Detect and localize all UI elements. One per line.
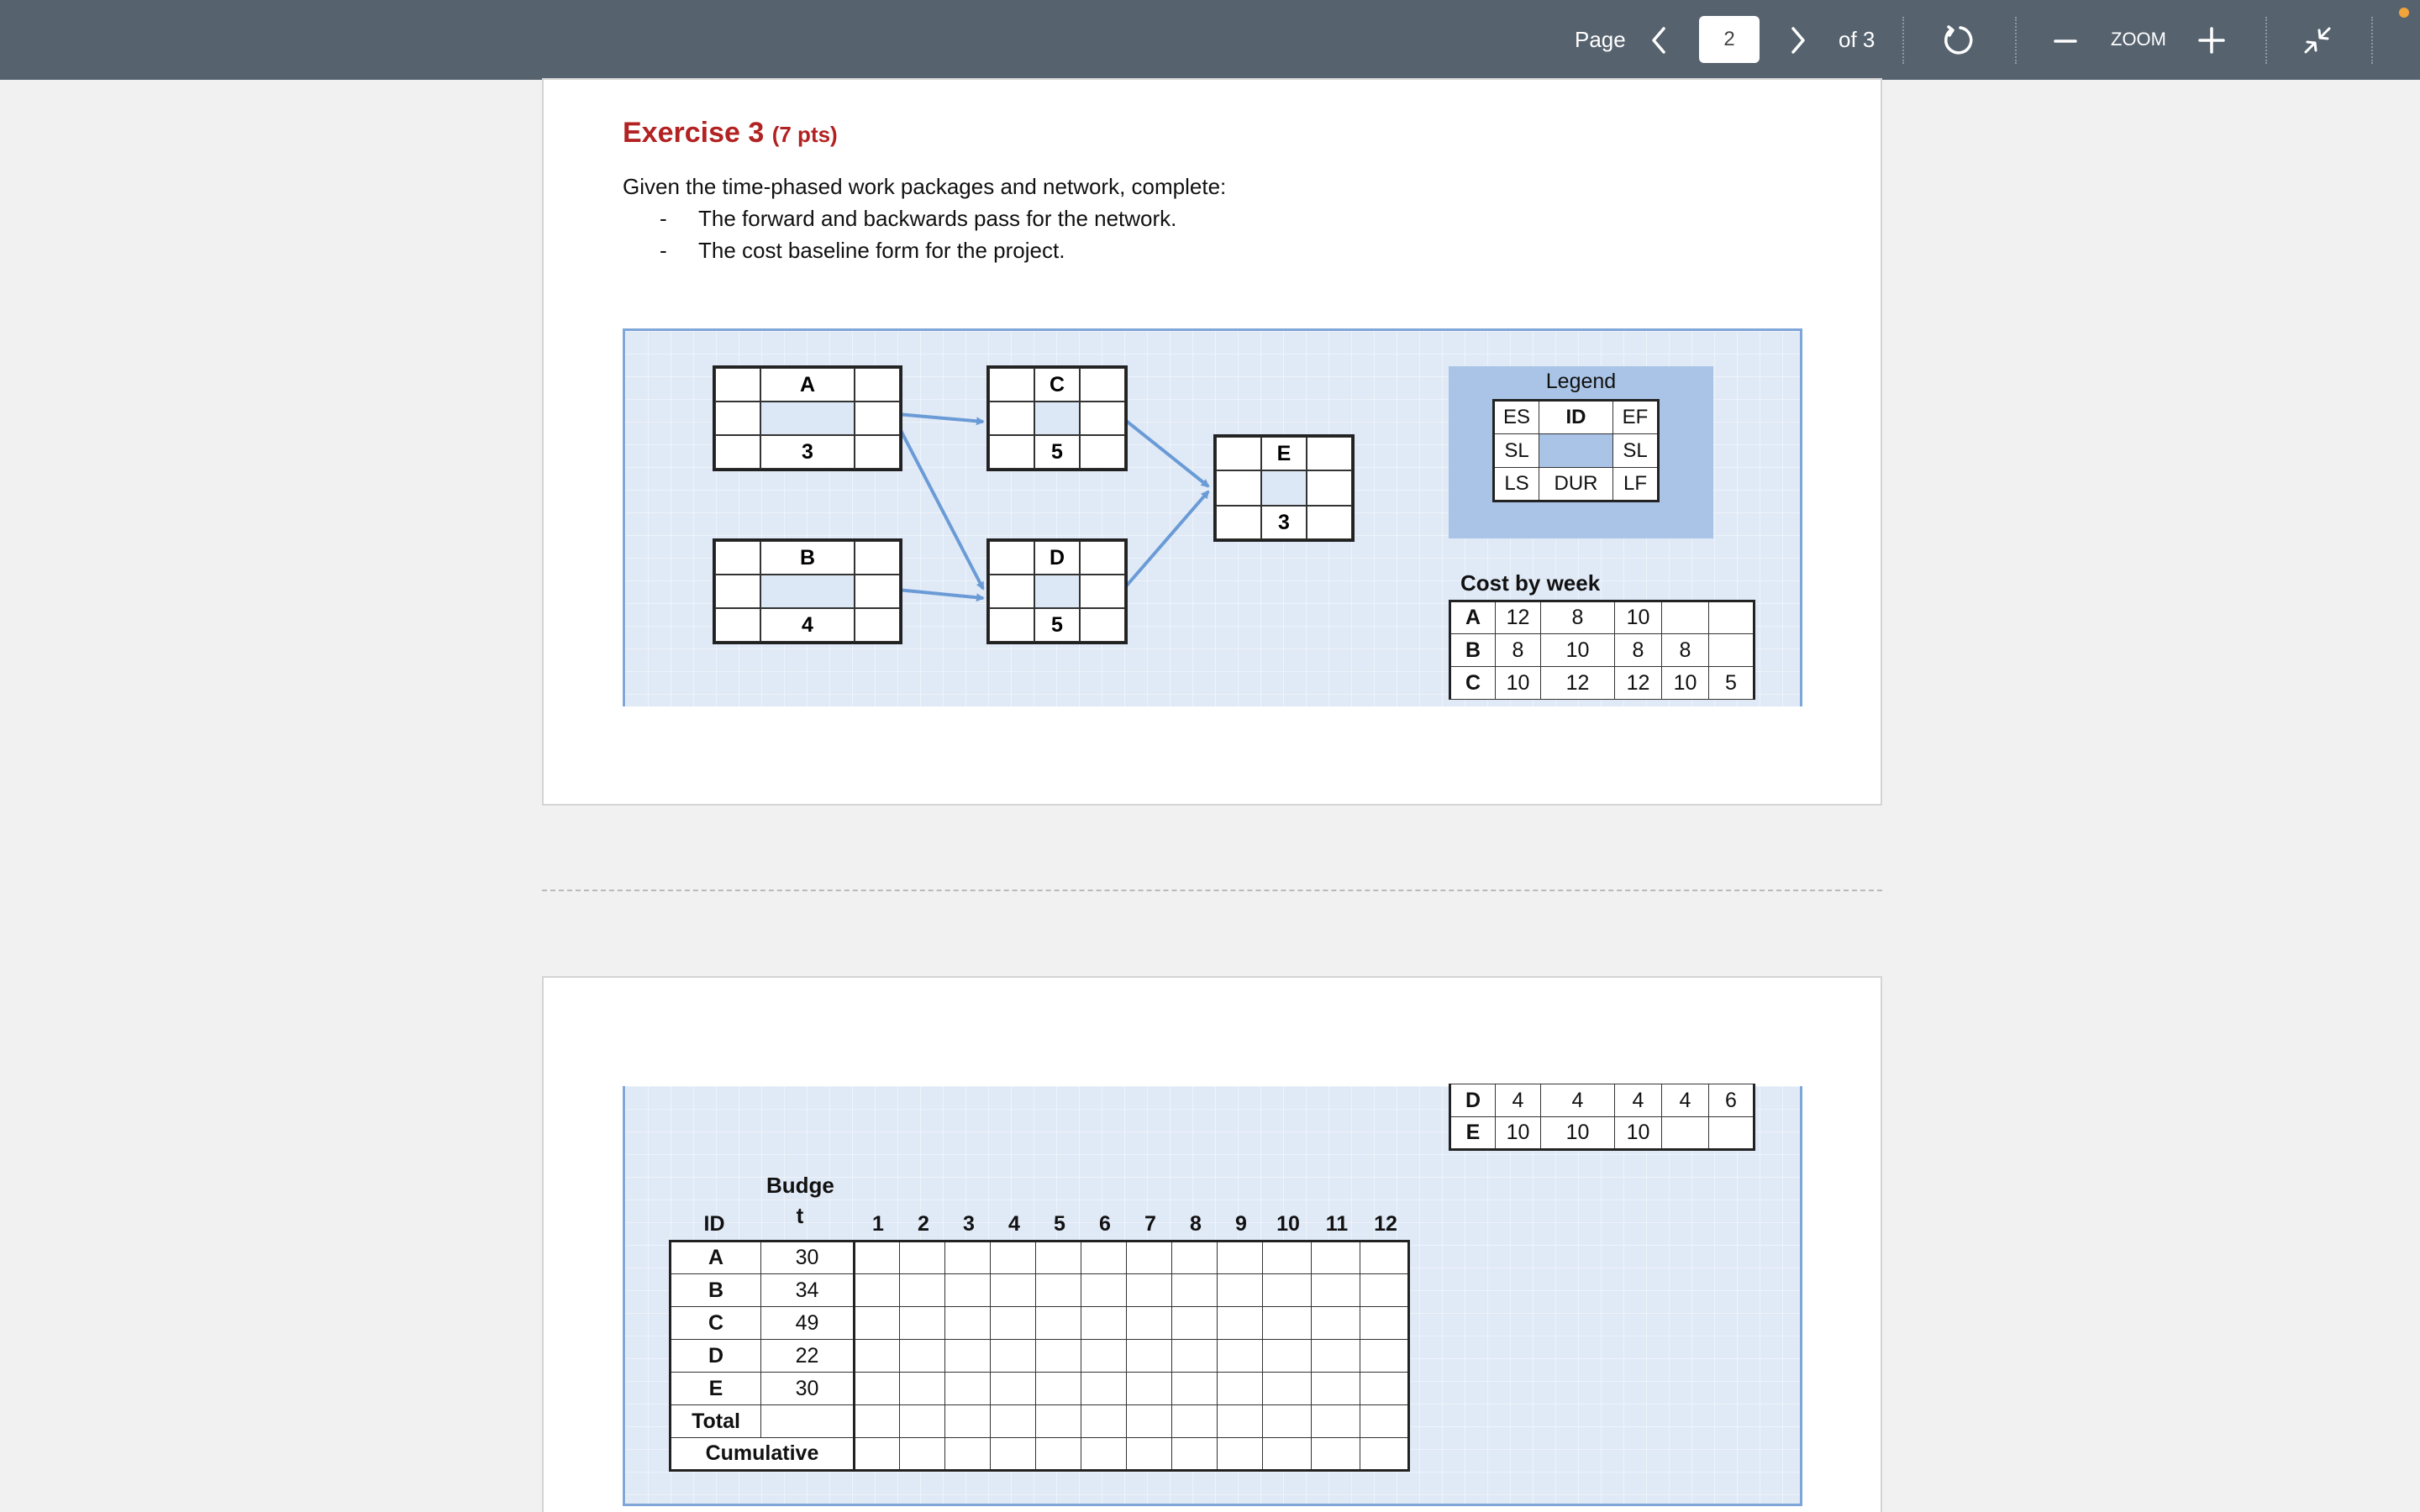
cost-by-week-table-continued (1449, 1084, 1755, 1151)
collapse-icon (2301, 24, 2334, 57)
budget-cell: 22 (761, 1340, 855, 1373)
list-dash: - (660, 206, 667, 231)
week-cost-cell[interactable] (991, 1373, 1036, 1405)
node-c (986, 365, 1128, 471)
row-id: E (671, 1373, 761, 1405)
week-header: 11 (1325, 1212, 1349, 1236)
cost-baseline-area (623, 1086, 1802, 1506)
next-page-button[interactable] (1773, 15, 1823, 66)
id-header: ID (703, 1212, 725, 1236)
node-d (986, 538, 1128, 644)
blank-cell (1034, 402, 1080, 435)
sl-cell[interactable] (989, 402, 1034, 435)
week-header: 3 (963, 1212, 975, 1236)
week-cost-cell[interactable] (1218, 1242, 1263, 1274)
list-dash: - (660, 238, 667, 263)
ls-cell[interactable] (715, 435, 760, 469)
week-cost-cell[interactable] (1036, 1340, 1081, 1373)
row-id: B (671, 1274, 761, 1307)
week-cost-cell[interactable] (1312, 1405, 1360, 1438)
cost-by-week-title: Cost by week (1460, 570, 1601, 596)
budget-header-line: Budge (766, 1173, 834, 1198)
table-row (1450, 634, 1754, 667)
cost-cell: 10 (1541, 1117, 1615, 1150)
week-cost-cell[interactable] (1263, 1405, 1312, 1438)
zoom-in-button[interactable] (2186, 15, 2237, 66)
week-cost-cell[interactable] (1218, 1340, 1263, 1373)
row-id: C (1450, 667, 1496, 700)
week-cost-cell[interactable] (1036, 1242, 1081, 1274)
table-row (1450, 667, 1754, 700)
arrow-c-e (1121, 417, 1208, 486)
row-id: E (1450, 1117, 1496, 1150)
week-cost-cell[interactable] (1172, 1373, 1218, 1405)
week-cost-cell[interactable] (855, 1307, 900, 1340)
arrow-a-d (894, 417, 983, 589)
week-cost-cell[interactable] (991, 1274, 1036, 1307)
legend-cell: ID (1539, 401, 1613, 434)
week-cost-cell[interactable] (1081, 1373, 1127, 1405)
week-cost-cell[interactable] (1218, 1307, 1263, 1340)
week-cost-cell[interactable] (1312, 1242, 1360, 1274)
week-cost-cell[interactable] (1172, 1242, 1218, 1274)
page-label: Page (1575, 27, 1626, 52)
legend-cell: DUR (1539, 468, 1613, 501)
row-id: A (1450, 601, 1496, 634)
week-cost-cell[interactable] (1081, 1242, 1127, 1274)
sl-cell[interactable] (1216, 470, 1261, 506)
cost-cell: 10 (1496, 667, 1541, 700)
dur-cell: 5 (1034, 608, 1080, 642)
exit-fullscreen-button[interactable] (2292, 15, 2343, 66)
week-cost-cell[interactable] (945, 1405, 991, 1438)
week-cost-cell[interactable] (945, 1274, 991, 1307)
exercise-points: (7 pts) (771, 122, 838, 147)
week-cost-cell[interactable] (1172, 1405, 1218, 1438)
cost-cell: 12 (1615, 667, 1662, 700)
legend-title: Legend (1545, 370, 1617, 393)
minus-icon (2053, 28, 2078, 53)
blank-cell (1034, 575, 1080, 608)
id-cell: A (760, 368, 855, 402)
cost-cell: 4 (1496, 1084, 1541, 1117)
table-row (671, 1373, 1409, 1405)
total-label: Total (671, 1405, 761, 1438)
dur-cell: 3 (1261, 506, 1307, 539)
ls-cell[interactable] (989, 608, 1034, 642)
week-cost-cell[interactable] (1263, 1307, 1312, 1340)
rotate-button[interactable] (1935, 15, 1986, 66)
row-id: B (1450, 634, 1496, 667)
cost-cell (1662, 601, 1709, 634)
week-cost-cell[interactable] (1263, 1373, 1312, 1405)
sl-cell[interactable] (1080, 402, 1125, 435)
chevron-right-icon (1786, 24, 1811, 57)
week-cost-cell[interactable] (1172, 1340, 1218, 1373)
week-cost-cell[interactable] (1127, 1405, 1172, 1438)
week-cost-cell[interactable] (945, 1373, 991, 1405)
ef-cell[interactable] (855, 368, 900, 402)
week-cost-cell[interactable] (945, 1438, 991, 1471)
total-row (671, 1405, 1409, 1438)
week-cost-cell[interactable] (1036, 1405, 1081, 1438)
table-row (1450, 1084, 1754, 1117)
id-cell: E (1261, 437, 1307, 470)
week-cost-cell[interactable] (1081, 1274, 1127, 1307)
row-id: D (1450, 1084, 1496, 1117)
ef-cell[interactable] (1080, 541, 1125, 575)
budget-cell (761, 1405, 855, 1438)
cost-cell: 5 (1709, 667, 1754, 700)
week-cost-cell[interactable] (1218, 1274, 1263, 1307)
week-cost-cell[interactable] (1081, 1307, 1127, 1340)
toolbar-separator (1902, 17, 1904, 64)
legend (1449, 366, 1713, 538)
lf-cell[interactable] (1080, 435, 1125, 469)
ef-cell[interactable] (1307, 437, 1352, 470)
legend-table (1492, 399, 1660, 502)
week-cost-cell[interactable] (1312, 1307, 1360, 1340)
week-cost-cell[interactable] (1036, 1438, 1081, 1471)
zoom-out-button[interactable] (2040, 15, 2091, 66)
week-cost-cell[interactable] (1127, 1307, 1172, 1340)
week-cost-cell[interactable] (1172, 1274, 1218, 1307)
week-cost-cell[interactable] (1360, 1438, 1409, 1471)
node-a (713, 365, 902, 471)
table-row (671, 1340, 1409, 1373)
dur-cell: 5 (1034, 435, 1080, 469)
previous-page-button[interactable] (1634, 15, 1684, 66)
week-cost-cell[interactable] (900, 1373, 945, 1405)
rotate-icon (1942, 22, 1979, 59)
week-cost-cell[interactable] (1360, 1307, 1409, 1340)
exercise-title (623, 117, 838, 150)
week-cost-cell[interactable] (945, 1242, 991, 1274)
week-cost-cell[interactable] (1360, 1405, 1409, 1438)
week-cost-cell[interactable] (1312, 1274, 1360, 1307)
week-cost-cell[interactable] (1127, 1274, 1172, 1307)
budget-cell: 30 (761, 1373, 855, 1405)
week-header: 10 (1276, 1212, 1300, 1236)
sl-cell[interactable] (1307, 470, 1352, 506)
row-id: C (671, 1307, 761, 1340)
week-header: 2 (918, 1212, 929, 1236)
week-cost-cell[interactable] (855, 1438, 900, 1471)
week-cost-cell[interactable] (1360, 1274, 1409, 1307)
pdf-page-3 (542, 976, 1882, 1512)
sl-cell[interactable] (715, 575, 760, 608)
budget-header-line: t (796, 1203, 804, 1228)
week-cost-cell[interactable] (1263, 1438, 1312, 1471)
es-cell[interactable] (715, 368, 760, 402)
week-cost-cell[interactable] (900, 1274, 945, 1307)
page-divider (542, 890, 1882, 891)
table-row (671, 1274, 1409, 1307)
week-cost-cell[interactable] (1312, 1340, 1360, 1373)
week-cost-cell[interactable] (900, 1307, 945, 1340)
week-cost-cell[interactable] (900, 1340, 945, 1373)
week-cost-cell[interactable] (1036, 1307, 1081, 1340)
cost-cell: 8 (1541, 601, 1615, 634)
week-cost-cell[interactable] (1312, 1373, 1360, 1405)
arrow-a-c (897, 414, 983, 422)
zoom-label: ZOOM (2111, 29, 2166, 50)
chevron-left-icon (1646, 24, 1671, 57)
lf-cell[interactable] (855, 435, 900, 469)
legend-cell: EF (1613, 401, 1659, 434)
week-cost-cell[interactable] (945, 1307, 991, 1340)
notification-dot (2399, 8, 2409, 18)
week-cost-cell[interactable] (991, 1405, 1036, 1438)
cost-baseline-table (669, 1240, 1410, 1472)
cost-cell: 12 (1541, 667, 1615, 700)
pdf-page-2 (542, 78, 1882, 806)
instruction-text: The forward and backwards pass for the network. (698, 206, 1177, 231)
row-id: D (671, 1340, 761, 1373)
week-cost-cell[interactable] (855, 1340, 900, 1373)
blank-cell (1261, 470, 1307, 506)
week-cost-cell[interactable] (900, 1242, 945, 1274)
cost-cell: 10 (1615, 1117, 1662, 1150)
ls-cell[interactable] (1216, 506, 1261, 539)
week-cost-cell[interactable] (900, 1405, 945, 1438)
week-header: 8 (1190, 1212, 1202, 1236)
lf-cell[interactable] (1307, 506, 1352, 539)
es-cell[interactable] (989, 368, 1034, 402)
exercise-intro: Given the time-phased work packages and network, complete: (623, 174, 1227, 199)
week-cost-cell[interactable] (1127, 1438, 1172, 1471)
week-cost-cell[interactable] (1081, 1438, 1127, 1471)
week-cost-cell[interactable] (1263, 1274, 1312, 1307)
sl-cell[interactable] (715, 402, 760, 435)
cost-cell: 10 (1615, 601, 1662, 634)
budget-cell: 34 (761, 1274, 855, 1307)
network-diagram (623, 328, 1802, 706)
plus-icon (2197, 26, 2226, 55)
id-cell: C (1034, 368, 1080, 402)
exercise-title-text: Exercise 3 (623, 117, 765, 149)
cost-cell (1709, 1117, 1754, 1150)
week-cost-cell[interactable] (1127, 1242, 1172, 1274)
budget-cell: 49 (761, 1307, 855, 1340)
lf-cell[interactable] (1080, 608, 1125, 642)
week-cost-cell[interactable] (1360, 1373, 1409, 1405)
legend-cell: SL (1494, 434, 1539, 468)
cost-cell: 4 (1662, 1084, 1709, 1117)
week-cost-cell[interactable] (1360, 1340, 1409, 1373)
table-row (1450, 1117, 1754, 1150)
sl-cell[interactable] (989, 575, 1034, 608)
cost-cell: 4 (1615, 1084, 1662, 1117)
cost-cell: 6 (1709, 1084, 1754, 1117)
cost-cell: 4 (1541, 1084, 1615, 1117)
week-header: 7 (1144, 1212, 1156, 1236)
week-cost-cell[interactable] (1312, 1438, 1360, 1471)
week-cost-cell[interactable] (1172, 1307, 1218, 1340)
week-cost-cell[interactable] (1218, 1373, 1263, 1405)
toolbar-separator (2371, 17, 2373, 64)
cost-cell: 8 (1496, 634, 1541, 667)
legend-cell: LF (1613, 468, 1659, 501)
viewer-toolbar (0, 0, 2420, 80)
cost-cell (1709, 601, 1754, 634)
ef-cell[interactable] (855, 541, 900, 575)
week-cost-cell[interactable] (1127, 1373, 1172, 1405)
arrow-b-d (897, 590, 983, 598)
week-header: 1 (872, 1212, 884, 1236)
week-cost-cell[interactable] (991, 1438, 1036, 1471)
id-cell: B (760, 541, 855, 575)
week-cost-cell[interactable] (1081, 1340, 1127, 1373)
cost-cell: 10 (1541, 634, 1615, 667)
page-count-label: of 3 (1839, 27, 1876, 52)
instruction-text: The cost baseline form for the project. (698, 238, 1065, 263)
week-cost-cell[interactable] (991, 1340, 1036, 1373)
blank-cell (760, 402, 855, 435)
cost-by-week-table (1449, 600, 1755, 700)
cumulative-row (671, 1438, 1409, 1471)
week-cost-cell[interactable] (855, 1405, 900, 1438)
legend-cell: SL (1613, 434, 1659, 468)
dur-cell: 3 (760, 435, 855, 469)
cost-cell: 10 (1662, 667, 1709, 700)
es-cell[interactable] (715, 541, 760, 575)
legend-cell (1539, 434, 1613, 468)
toolbar-separator (2265, 17, 2267, 64)
week-header: 4 (1008, 1212, 1020, 1236)
cost-cell: 8 (1662, 634, 1709, 667)
week-header: 5 (1054, 1212, 1065, 1236)
week-cost-cell[interactable] (855, 1373, 900, 1405)
week-cost-cell[interactable] (1218, 1405, 1263, 1438)
dur-cell: 4 (760, 608, 855, 642)
week-cost-cell[interactable] (991, 1242, 1036, 1274)
week-cost-cell[interactable] (1127, 1340, 1172, 1373)
sl-cell[interactable] (855, 575, 900, 608)
ef-cell[interactable] (1080, 368, 1125, 402)
week-cost-cell[interactable] (945, 1340, 991, 1373)
week-header: 6 (1099, 1212, 1111, 1236)
legend-cell: LS (1494, 468, 1539, 501)
week-cost-cell[interactable] (1263, 1340, 1312, 1373)
arrow-d-e (1121, 491, 1208, 592)
cost-cell (1662, 1117, 1709, 1150)
cumulative-label: Cumulative (671, 1438, 855, 1471)
ls-cell[interactable] (715, 608, 760, 642)
es-cell[interactable] (1216, 437, 1261, 470)
week-cost-cell[interactable] (1172, 1438, 1218, 1471)
table-row (671, 1242, 1409, 1274)
week-cost-cell[interactable] (855, 1274, 900, 1307)
node-b (713, 538, 902, 644)
cost-cell: 8 (1615, 634, 1662, 667)
sl-cell[interactable] (1080, 575, 1125, 608)
week-cost-cell[interactable] (1036, 1274, 1081, 1307)
lf-cell[interactable] (855, 608, 900, 642)
budget-cell: 30 (761, 1242, 855, 1274)
id-cell: D (1034, 541, 1080, 575)
cost-cell: 10 (1496, 1117, 1541, 1150)
week-cost-cell[interactable] (991, 1307, 1036, 1340)
week-header: 9 (1235, 1212, 1247, 1236)
node-e (1213, 434, 1355, 542)
blank-cell (760, 575, 855, 608)
es-cell[interactable] (989, 541, 1034, 575)
week-cost-cell[interactable] (1036, 1373, 1081, 1405)
week-cost-cell[interactable] (855, 1242, 900, 1274)
week-header: 12 (1374, 1212, 1397, 1236)
week-cost-cell[interactable] (1360, 1242, 1409, 1274)
toolbar-separator (2015, 17, 2017, 64)
cost-cell: 12 (1496, 601, 1541, 634)
week-cost-cell[interactable] (1218, 1438, 1263, 1471)
page-number-input[interactable] (1699, 16, 1760, 63)
week-cost-cell[interactable] (1263, 1242, 1312, 1274)
budget-header (766, 1170, 834, 1231)
row-id: A (671, 1242, 761, 1274)
week-cost-cell[interactable] (900, 1438, 945, 1471)
ls-cell[interactable] (989, 435, 1034, 469)
table-row (1450, 601, 1754, 634)
week-cost-cell[interactable] (1081, 1405, 1127, 1438)
cost-cell (1709, 634, 1754, 667)
sl-cell[interactable] (855, 402, 900, 435)
legend-cell: ES (1494, 401, 1539, 434)
table-row (671, 1307, 1409, 1340)
